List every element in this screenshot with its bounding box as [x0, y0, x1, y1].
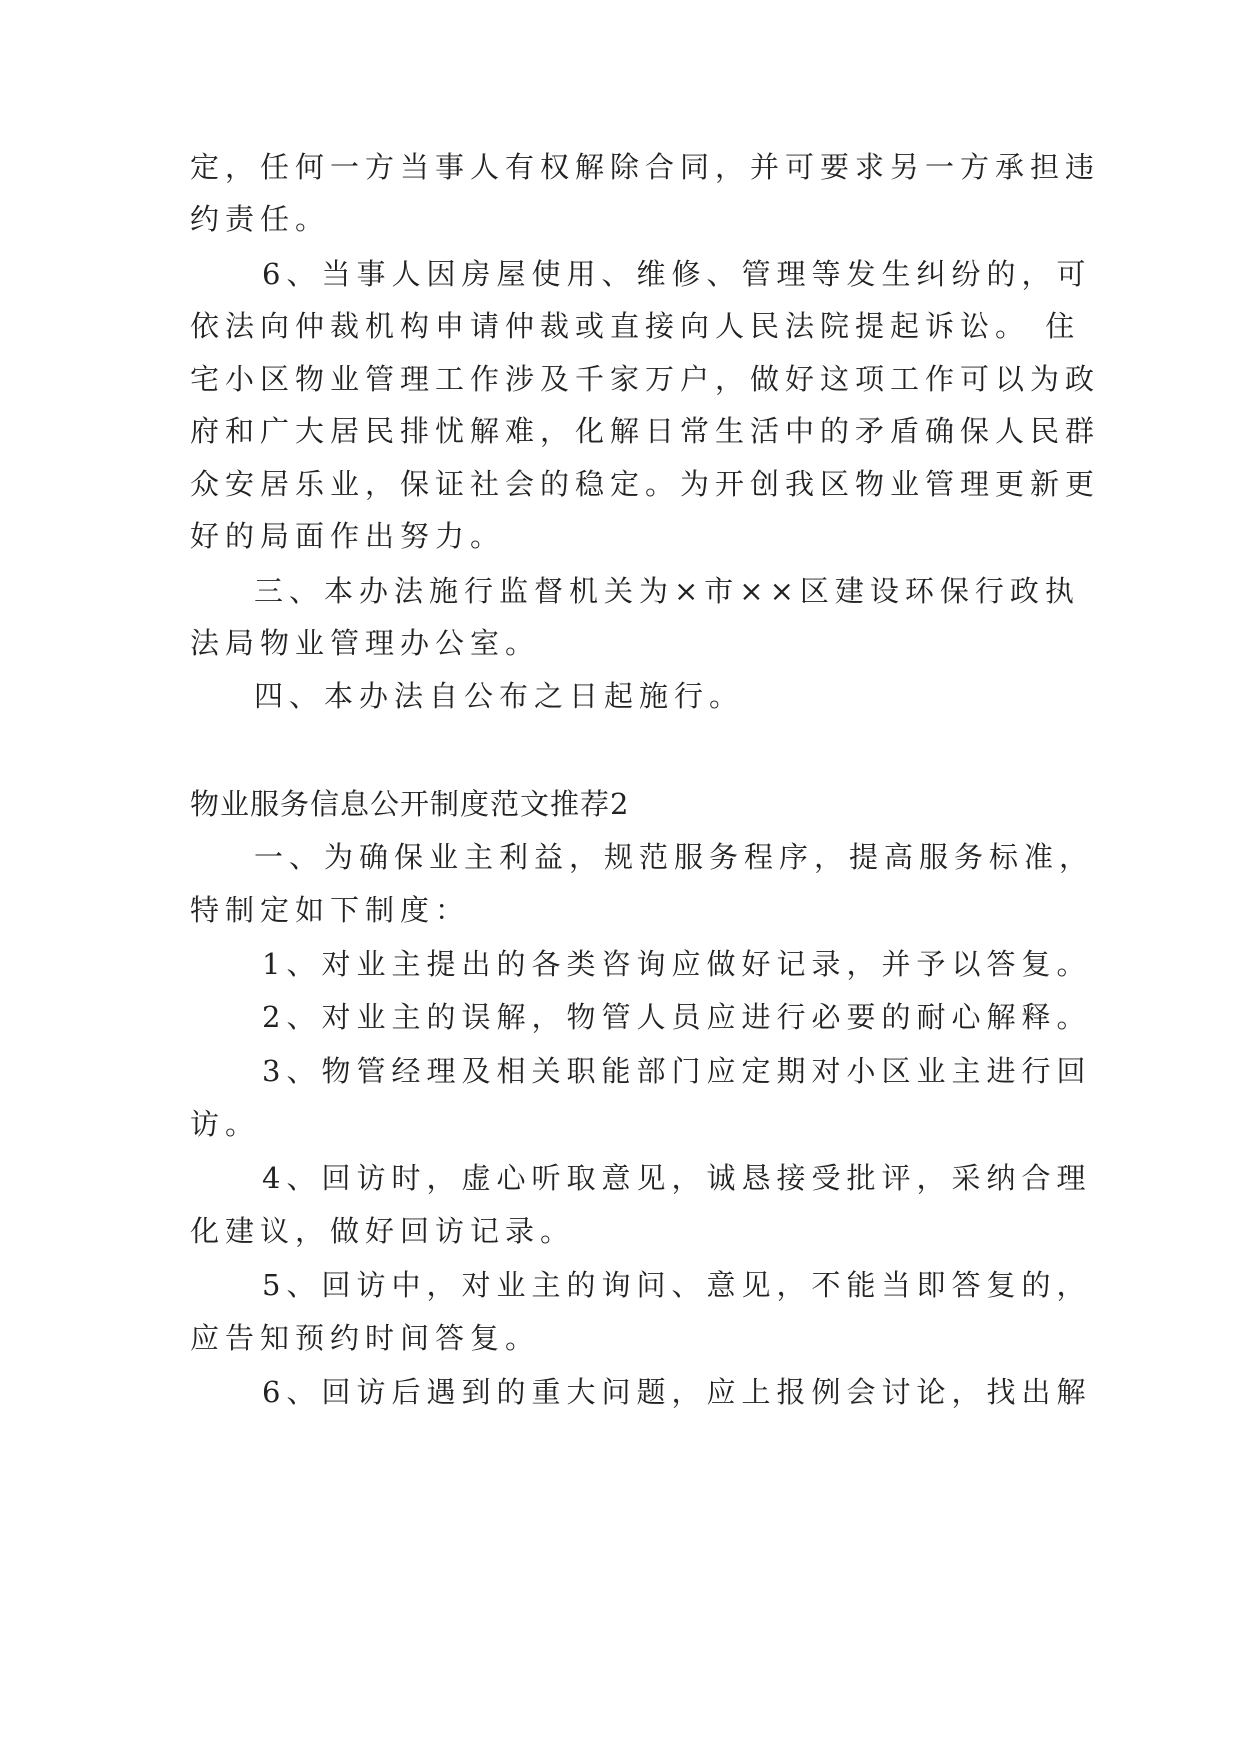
- paragraph-line: 定，任何一方当事人有权解除合同，并可要求另一方承担违: [190, 150, 1101, 184]
- paragraph-line: 特制定如下制度：: [190, 893, 471, 927]
- paragraph-line: 1、对业主提出的各类咨询应做好记录，并予以答复。: [262, 947, 1092, 981]
- paragraph-line: 6、当事人因房屋使用、维修、管理等发生纠纷的，可: [262, 257, 1092, 291]
- paragraph-line: 好的局面作出努力。: [190, 519, 506, 553]
- paragraph-line: 法局物业管理办公室。: [190, 626, 541, 660]
- paragraph-line: 一、为确保业主利益，规范服务程序，提高服务标准，: [254, 840, 1095, 874]
- paragraph-line: 依法向仲裁机构申请仲裁或直接向人民法院提起诉讼。 住: [190, 309, 1081, 343]
- paragraph-line: 应告知预约时间答复。: [190, 1321, 541, 1355]
- paragraph-line: 约责任。: [190, 202, 331, 236]
- paragraph-line: 府和广大居民排忧解难，化解日常生活中的矛盾确保人民群: [190, 414, 1101, 448]
- paragraph-line: 四、本办法自公布之日起施行。: [254, 679, 745, 713]
- paragraph-line: 3、物管经理及相关职能部门应定期对小区业主进行回: [262, 1054, 1092, 1088]
- paragraph-line: 6、回访后遇到的重大问题，应上报例会讨论，找出解: [262, 1375, 1092, 1409]
- paragraph-line: 宅小区物业管理工作涉及千家万户，做好这项工作可以为政: [190, 362, 1101, 396]
- paragraph-line: 4、回访时，虚心听取意见，诚恳接受批评，采纳合理: [262, 1161, 1092, 1195]
- paragraph-line: 2、对业主的误解，物管人员应进行必要的耐心解释。: [262, 1000, 1092, 1034]
- paragraph-line: 三、本办法施行监督机关为×市××区建设环保行政执: [254, 574, 1080, 608]
- paragraph-line: 化建议，做好回访记录。: [190, 1214, 576, 1248]
- paragraph-line: 5、回访中，对业主的询问、意见，不能当即答复的，: [262, 1268, 1092, 1302]
- paragraph-line: 访。: [190, 1107, 261, 1141]
- section-title: 物业服务信息公开制度范文推荐2: [190, 787, 630, 821]
- paragraph-line: 众安居乐业，保证社会的稳定。为开创我区物业管理更新更: [190, 467, 1101, 501]
